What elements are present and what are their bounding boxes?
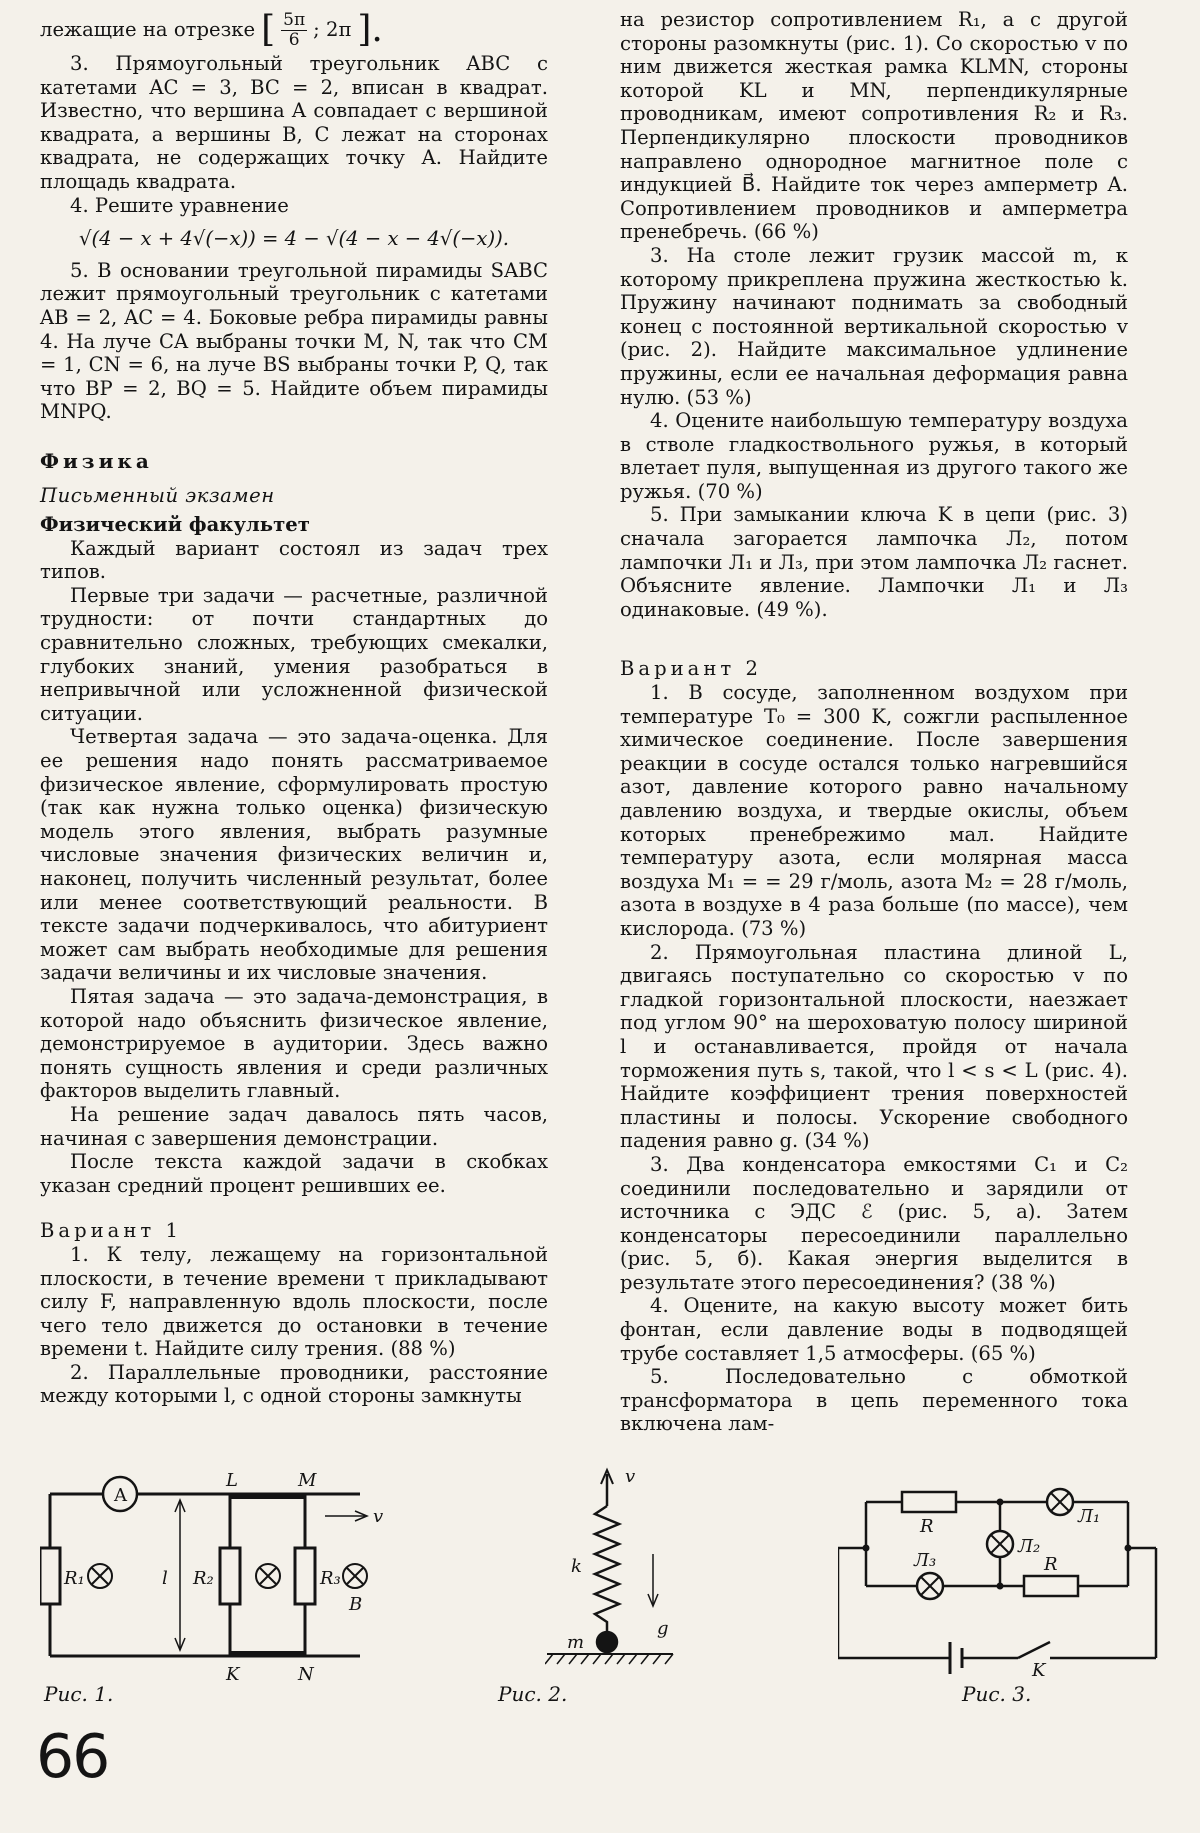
- ammeter-label: A: [114, 1485, 127, 1506]
- figures-row: [0, 1466, 1200, 1796]
- label-switch-k: K: [1032, 1660, 1046, 1676]
- label-L: L: [226, 1470, 238, 1491]
- figure-3-circuit: [838, 1476, 1168, 1676]
- label-r3: R₃: [320, 1568, 341, 1589]
- variant-1-problem-1: 1. К телу, лежащему на горизонтальной плоскости, в течение времени τ прикладывают силу F, направленную вдоль плоскости, после чего тело движется до остановки в течение времени t. Найдите силу трения. (88 %): [40, 1242, 548, 1361]
- spring-coil: [595, 1506, 619, 1634]
- intro-paragraph: Каждый вариант состоял из задач трех типов.: [40, 536, 548, 584]
- label-m: m: [567, 1632, 585, 1653]
- label-r-mid: R: [1044, 1554, 1058, 1575]
- switch-k: [1018, 1642, 1050, 1658]
- fraction-tail: ; 2π: [313, 18, 352, 42]
- variant-2-heading: Вариант 2: [620, 657, 762, 681]
- label-K: K: [226, 1664, 240, 1685]
- intro-paragraph: После текста каждой задачи в скобках указан средний процент решивших ее.: [40, 1150, 548, 1197]
- figure-1-circuit: [40, 1466, 400, 1686]
- figure-2-spring: [545, 1466, 675, 1686]
- variant-1-problem-3: 3. На столе лежит грузик массой m, к которому прикреплена пружина жесткостью k. Пружину начинают поднимать за свободный конец с постоянной вертикальной скоростью v (рис. 2). Найдите максимальное удлинение пружины, если ее начальная деформация равна нулю. (53 %): [620, 243, 1128, 409]
- variant-2-problem-4: 4. Оцените, на какую высоту может бить фонтан, если давление воды в подводящей трубе составляет 1,5 атмосферы. (65 %): [620, 1294, 1128, 1365]
- mass-ball: [597, 1632, 617, 1652]
- label-r2: R₂: [193, 1568, 214, 1589]
- problem-3: 3. Прямоугольный треугольник ABC с катетами AC = 3, BC = 2, вписан в квадрат. Известно, что вершина A совпадает с вершиной квадрата, а вершины B, C лежат на сторонах квадрата, не содержащих точку A. Найдите площадь квадрата.: [40, 52, 548, 193]
- table-hatching: [545, 1654, 673, 1664]
- label-r-top: R: [920, 1516, 934, 1537]
- variant-1-problem-2-cont: на резистор сопротивлением R₁, а с другой стороны разомкнуты (рис. 1). Со скоростью v по ним движется жесткая рамка KLMN, стороны которой KL и MN, перпендикулярные проводникам, имеют сопротивления R₂ и R₃. Перпендикулярно плоскости проводников направлено однородное магнитное поле с индукцией B⃗. Найдите ток через амперметр A. Сопротивлением проводников и амперметра пренебречь. (66 %): [620, 8, 1128, 244]
- resistor-r2: [220, 1548, 240, 1604]
- intro-paragraph: Четвертая задача — это задача-оценка. Для ее решения надо понять рассматриваемое физическое явление, сформулировать простую (так как нужна только оценка) физическую модель этого явления, выбрать разумные числовые значения физических величин и, наконец, получить численный результат, более или менее соответствующий реальности. В тексте задачи подчеркивалось, что абитуриент может сам выбрать необходимые для решения задачи величины и их числовые значения.: [40, 725, 548, 985]
- label-N: N: [298, 1664, 314, 1685]
- left-column: [40, 8, 548, 1408]
- resistor-r1: [40, 1548, 60, 1604]
- problem-5: 5. В основании треугольной пирамиды SABC лежит прямоугольный треугольник с катетами AB = 2, AC = 4. Боковые ребра пирамиды равны 4. На луче CA выбраны точки M, N, так что CM = 1, CN = 6, на луче BS выбраны точки P, Q, так что BP = 2, BQ = 5. Найдите объем пирамиды MNPQ.: [40, 258, 548, 424]
- page-number: 66: [36, 1722, 109, 1792]
- resistor-r-mid: [1024, 1576, 1078, 1596]
- label-r1: R₁: [64, 1568, 85, 1589]
- variant-1-problem-4: 4. Оцените наибольшую температуру воздуха в стволе гладкоствольного ружья, в который влетает пуля, выпущенная из другого такого же ружья. (70 %): [620, 409, 1128, 503]
- fraction: [281, 11, 307, 50]
- variant-2-problem-1: 1. В сосуде, заполненном воздухом при температуре T₀ = 300 K, сожгли распыленное химическое соединение. После завершения реакции в сосуде остался только нагревшийся азот, давление которого равно начальному давлению воздуха, и твердые окислы, объем которых пренебрежимо мал. Найдите температуру азота, если молярная масса воздуха M₁ = = 29 г/моль, азота M₂ = 28 г/моль, азота в воздухе в 4 раза больше (по массе), чем кислорода. (73 %): [620, 681, 1128, 940]
- label-v: v: [625, 1466, 636, 1487]
- fraction-prefix: лежащие на отрезке: [40, 18, 256, 42]
- equation-4: √(4 − x + 4√(−x)) = 4 − √(4 − x − 4√(−x)).: [79, 227, 509, 251]
- fraction-denominator: 6: [288, 29, 300, 50]
- subsection-heading: Письменный экзамен: [40, 483, 275, 507]
- fraction-line: лежащие на отрезке [ $\frac{5\pi}{6}$ ; 2π ].: [40, 9, 383, 50]
- right-column: [620, 8, 1128, 1436]
- variant-1-problem-2: 2. Параллельные проводники, расстояние между которыми l, с одной стороны замкнуты: [40, 1360, 548, 1408]
- label-l: l: [162, 1568, 168, 1589]
- variant-2-problem-3: 3. Два конденсатора емкостями C₁ и C₂ соединили последовательно и зарядили от источника с ЭДС ℰ (рис. 5, а). Затем конденсаторы пересоединили параллельно (рис. 5, б). Какая энергия выделится в результате этого пересоединения? (38 %): [620, 1152, 1128, 1294]
- label-B: B: [349, 1594, 363, 1615]
- department-heading: Физический факультет: [40, 513, 310, 537]
- label-M: M: [298, 1470, 317, 1491]
- resistor-r3: [295, 1548, 315, 1604]
- section-heading: Физика: [40, 448, 153, 473]
- label-lamp-2: Л₂: [1018, 1536, 1041, 1557]
- label-k: k: [571, 1556, 582, 1577]
- fraction-numerator: 5π: [283, 9, 306, 30]
- resistor-r-top: [902, 1492, 956, 1512]
- label-v: v: [373, 1506, 384, 1527]
- intro-paragraph: Первые три задачи — расчетные, различной трудности: от почти стандартных до сравнительно сложных, требующих смекалки, глубоких знаний, умения разобраться в непривычной или усложненной физической ситуации.: [40, 583, 548, 725]
- figure-1-caption: Рис. 1.: [44, 1682, 114, 1706]
- variant-2-problem-2: 2. Прямоугольная пластина длиной L, двигаясь поступательно со скоростью v по гладкой горизонтальной плоскости, наезжает под углом 90° на шероховатую полосу шириной l и останавливается, пройдя от начала торможения путь s, такой, что l < s < L (рис. 4). Найдите коэффициент трения поверхностей пластины и полосы. Ускорение свободного падения равно g. (34 %): [620, 940, 1128, 1153]
- label-lamp-1: Л₁: [1078, 1506, 1101, 1527]
- variant-2-problem-5: 5. Последовательно с обмоткой трансформатора в цепь переменного тока включена лам-: [620, 1365, 1128, 1436]
- variant-1-problem-5: 5. При замыкании ключа K в цепи (рис. 3) сначала загорается лампочка Л₂, потом лампочки Л₁ и Л₃, при этом лампочка Л₂ гаснет. Объясните явление. Лампочки Л₁ и Л₃ одинаковые. (49 %).: [620, 503, 1128, 621]
- problem-4: 4. Решите уравнение: [70, 193, 289, 217]
- intro-paragraph: На решение задач давалось пять часов, начиная с завершения демонстрации.: [40, 1102, 548, 1150]
- figure-2-caption: Рис. 2.: [498, 1682, 568, 1706]
- label-lamp-3: Л₃: [914, 1550, 937, 1571]
- variant-1-heading: Вариант 1: [40, 1219, 182, 1243]
- figure-3-caption: Рис. 3.: [962, 1682, 1032, 1706]
- intro-paragraph: Пятая задача — это задача-демонстрация, в которой надо объяснить физическое явление, демонстрируемое в аудитории. Здесь важно понять сущность явления и среди различных факторов выделить главный.: [40, 984, 548, 1103]
- label-g: g: [657, 1618, 669, 1639]
